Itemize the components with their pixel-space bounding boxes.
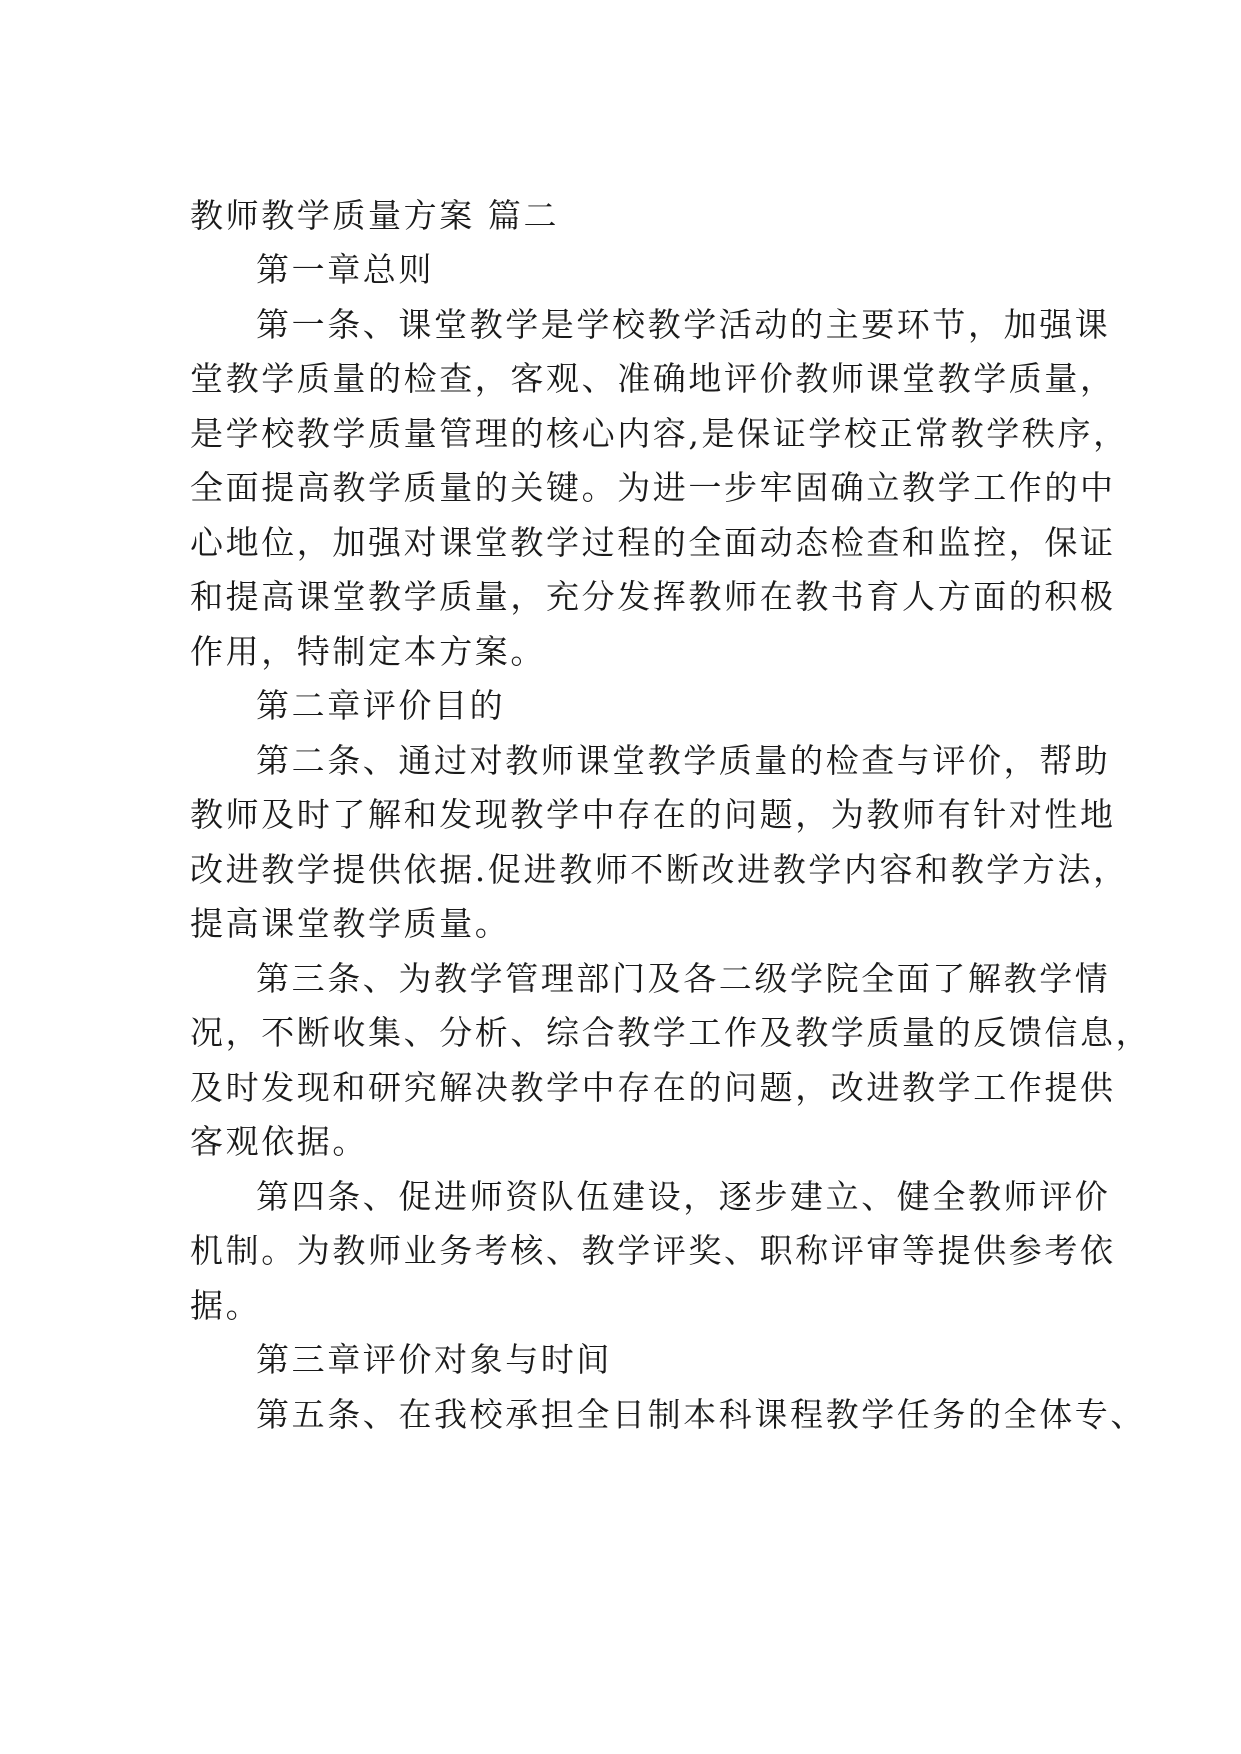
paragraph-line: 第四条、促进师资队伍建设，逐步建立、健全教师评价 <box>256 1177 1111 1216</box>
paragraph-line: 是学校教学质量管理的核心内容,是保证学校正常教学秩序， <box>190 414 1129 453</box>
chapter-heading: 第二章评价目的 <box>256 686 506 725</box>
paragraph-line: 据。 <box>190 1286 262 1325</box>
paragraph-line: 及时发现和研究解决教学中存在的问题，改进教学工作提供 <box>190 1068 1116 1107</box>
paragraph-line: 第五条、在我校承担全日制本科课程教学任务的全体专、 <box>256 1395 1146 1434</box>
paragraph-line: 提高课堂教学质量。 <box>190 904 511 943</box>
paragraph-line: 第三条、为教学管理部门及各二级学院全面了解教学情 <box>256 959 1111 998</box>
paragraph-line: 第二条、通过对教师课堂教学质量的检查与评价，帮助 <box>256 741 1111 780</box>
paragraph-line: 况，不断收集、分析、综合教学工作及教学质量的反馈信息， <box>190 1013 1152 1052</box>
paragraph-line: 第一条、课堂教学是学校教学活动的主要环节，加强课 <box>256 305 1111 344</box>
paragraph-line: 客观依据。 <box>190 1122 368 1161</box>
chapter-heading: 第三章评价对象与时间 <box>256 1340 612 1379</box>
paragraph-line: 作用，特制定本方案。 <box>190 632 546 671</box>
paragraph-line: 和提高课堂教学质量，充分发挥教师在教书育人方面的积极 <box>190 577 1116 616</box>
paragraph-line: 改进教学提供依据.促进教师不断改进教学内容和教学方法， <box>190 850 1129 889</box>
paragraph-line: 全面提高教学质量的关键。为进一步牢固确立教学工作的中 <box>190 468 1116 507</box>
paragraph-line: 机制。为教师业务考核、教学评奖、职称评审等提供参考依 <box>190 1231 1116 1270</box>
paragraph-line: 教师及时了解和发现教学中存在的问题，为教师有针对性地 <box>190 795 1116 834</box>
paragraph-line: 心地位，加强对课堂教学过程的全面动态检查和监控，保证 <box>190 523 1116 562</box>
document-title: 教师教学质量方案 篇二 <box>190 196 560 235</box>
paragraph-line: 堂教学质量的检查，客观、准确地评价教师课堂教学质量， <box>190 359 1116 398</box>
chapter-heading: 第一章总则 <box>256 250 434 289</box>
